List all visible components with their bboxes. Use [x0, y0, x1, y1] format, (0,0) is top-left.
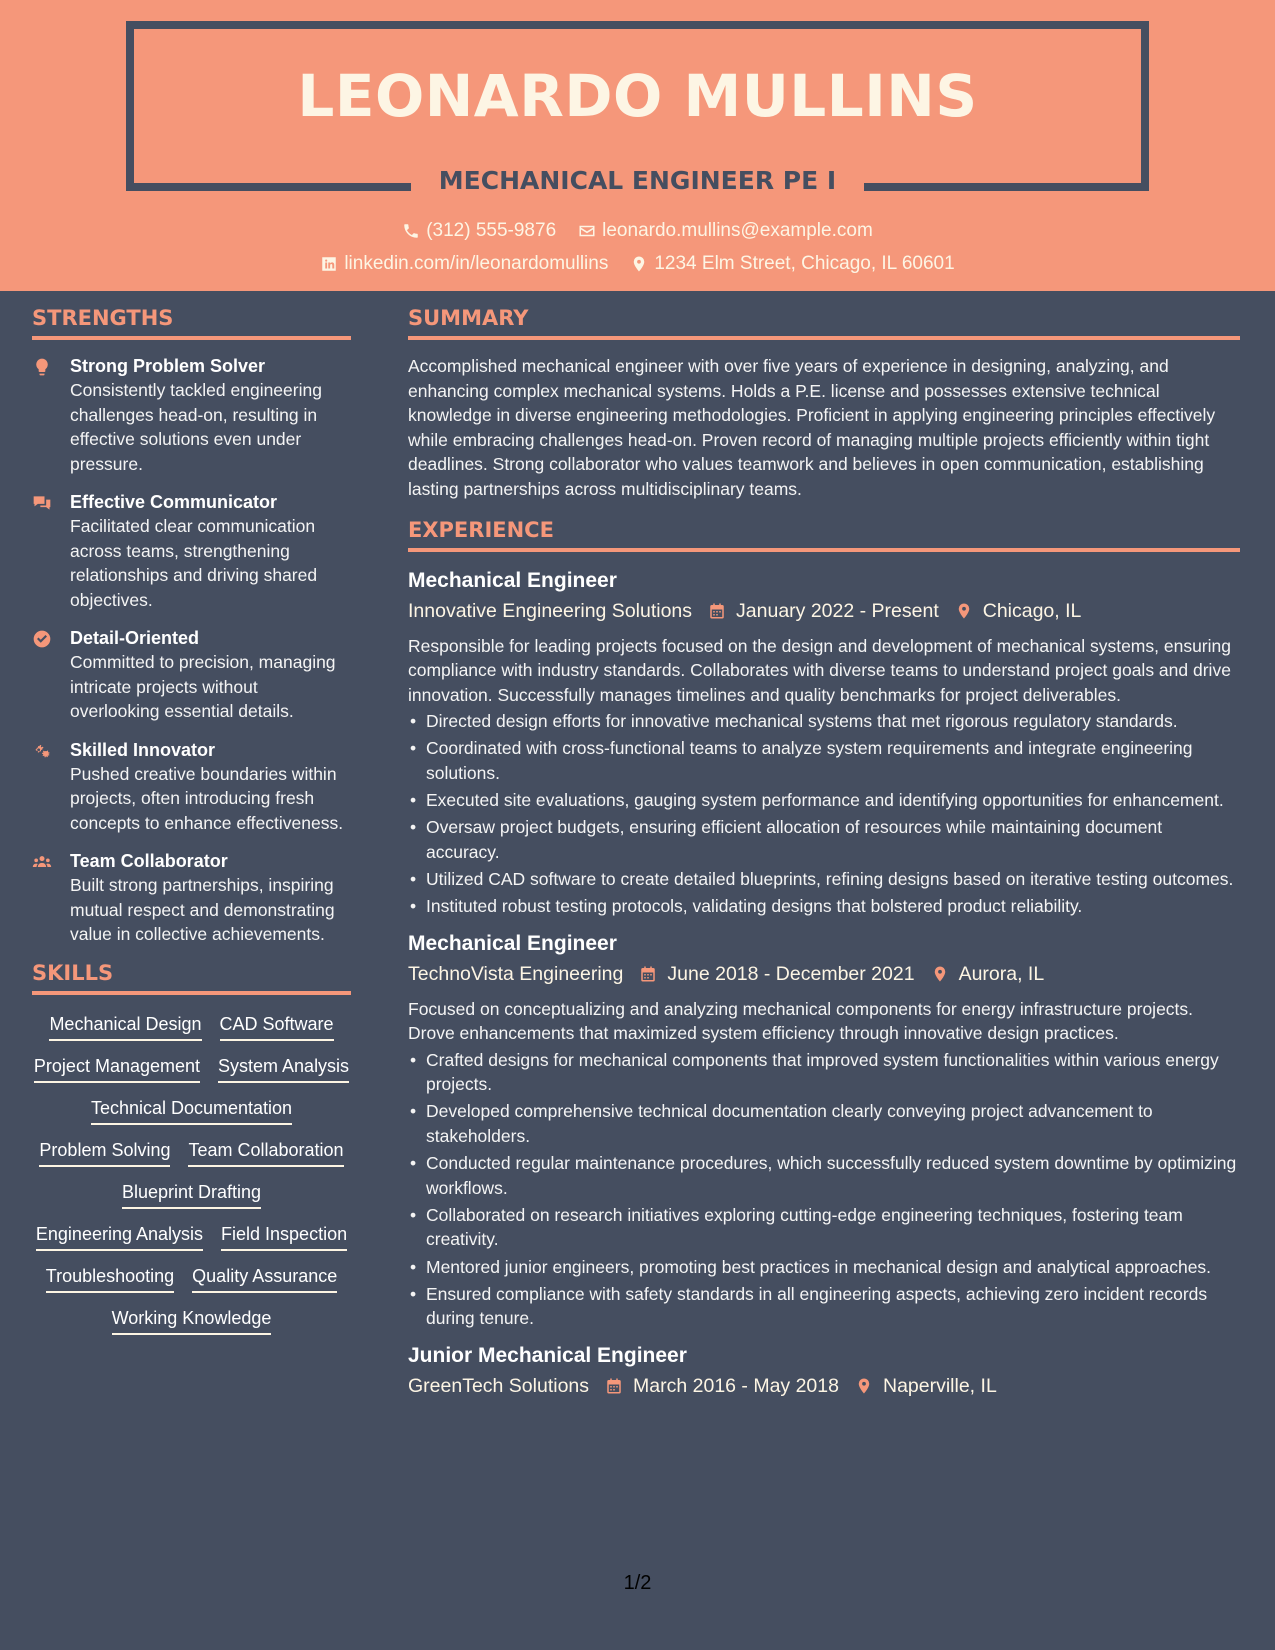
strength-title: Strong Problem Solver — [70, 356, 266, 376]
strength-item — [32, 849, 351, 947]
skill-tag: Quality Assurance — [192, 1265, 337, 1293]
calendar-icon — [639, 964, 657, 984]
job-description: Focused on conceptualizing and analyzing mechanical components for energy infrastructure projects. Drove enhancements that maximized system efficiency through innovative design practices. — [408, 998, 1194, 1044]
gears-icon — [32, 741, 52, 761]
skill-tag: System Analysis — [218, 1055, 349, 1083]
strength-desc: Facilitated clear communication across teams, strengthening relationships and driving shared objectives. — [70, 516, 318, 610]
skills-list — [32, 1009, 351, 1335]
skill-tag: Project Management — [34, 1055, 200, 1083]
job-bullet: • Crafted designs for mechanical components that improved system functionalities within various energy projects. — [408, 1048, 1240, 1097]
contact-linkedin[interactable] — [320, 253, 608, 275]
summary-heading: SUMMARY — [408, 306, 1240, 340]
job-bullet: • Directed design efforts for innovative mechanical systems that met rigorous regulatory standards. — [408, 709, 1240, 734]
job-bullet: • Developed comprehensive technical documentation clearly conveying project advancement to stakeholders. — [408, 1099, 1240, 1148]
skill-tag: Working Knowledge — [112, 1307, 272, 1335]
job-bullets — [408, 1048, 1240, 1331]
right-column — [408, 306, 1240, 1411]
job-company: Innovative Engineering Solutions — [408, 599, 693, 622]
contact-row-2 — [0, 253, 1275, 275]
linkedin-icon — [320, 255, 338, 273]
phone-icon — [402, 222, 420, 240]
location-pin-icon — [630, 255, 648, 273]
strength-desc: Consistently tackled engineering challenges head-on, resulting in effective solutions even under pressure. — [70, 380, 322, 474]
strength-item — [32, 626, 351, 724]
job-dates: January 2022 - Present — [736, 599, 939, 622]
skill-tag: CAD Software — [220, 1013, 334, 1041]
job-entry — [408, 566, 1240, 919]
location-pin-icon — [955, 601, 973, 621]
strength-title: Team Collaborator — [70, 851, 228, 871]
address-text: 1234 Elm Street, Chicago, IL 60601 — [654, 253, 955, 274]
location-pin-icon — [855, 1376, 873, 1396]
job-bullet: • Oversaw project budgets, ensuring efficient allocation of resources while maintaining document accuracy. — [408, 815, 1240, 864]
strength-title: Skilled Innovator — [70, 739, 216, 760]
location-pin-icon — [931, 964, 949, 984]
skill-tag: Mechanical Design — [49, 1013, 201, 1041]
contact-email[interactable] — [578, 220, 873, 242]
phone-text: (312) 555-9876 — [426, 220, 557, 241]
job-meta — [408, 1371, 1240, 1401]
skill-tag: Problem Solving — [39, 1139, 170, 1167]
resume-header — [0, 0, 1275, 291]
lightbulb-icon — [32, 357, 52, 377]
skill-tag: Engineering Analysis — [36, 1223, 203, 1251]
job-location: Aurora, IL — [958, 962, 1045, 985]
skill-tag: Technical Documentation — [91, 1097, 292, 1125]
page-number: 1/2 — [623, 1572, 652, 1594]
job-position: Junior Mechanical Engineer — [408, 1343, 687, 1367]
job-bullet: • Instituted robust testing protocols, validating designs that bolstered product reliability. — [408, 894, 1240, 919]
strength-item — [32, 354, 351, 476]
contact-row-1 — [0, 220, 1275, 242]
strength-item — [32, 490, 351, 612]
chat-icon — [32, 493, 52, 513]
job-bullet: • Coordinated with cross-functional teams to analyze system requirements and integrate engineering solutions. — [408, 736, 1240, 785]
job-meta — [408, 959, 1240, 989]
job-company: GreenTech Solutions — [408, 1374, 590, 1397]
job-entry — [408, 1341, 1240, 1401]
skills-heading: SKILLS — [32, 961, 351, 995]
strength-title: Detail-Oriented — [70, 628, 200, 648]
job-description: Responsible for leading projects focused on the design and development of mechanical systems, ensuring compliance with industry standards. Collaborates with diverse teams to understand project goals and drive innovation. Successfully manages timelines and quality benchmarks for project deliverables. — [408, 635, 1231, 705]
job-title: MECHANICAL ENGINEER PE I — [438, 166, 837, 195]
skill-tag: Team Collaboration — [188, 1139, 343, 1167]
strength-title: Effective Communicator — [70, 492, 278, 512]
envelope-icon — [578, 222, 596, 240]
job-location: Naperville, IL — [882, 1374, 997, 1397]
job-dates: June 2018 - December 2021 — [667, 962, 915, 985]
strength-desc: Built strong partnerships, inspiring mutual respect and demonstrating value in collective achievements. — [70, 875, 335, 944]
linkedin-text: linkedin.com/in/leonardomullins — [344, 253, 609, 274]
job-company: TechnoVista Engineering — [408, 962, 624, 985]
job-bullet: • Utilized CAD software to create detailed blueprints, refining designs based on iterative testing outcomes. — [408, 867, 1240, 892]
email-text: leonardo.mullins@example.com — [602, 220, 873, 241]
calendar-icon — [605, 1376, 623, 1396]
skill-tag: Field Inspection — [221, 1223, 347, 1251]
calendar-icon — [708, 601, 726, 621]
job-bullets — [408, 709, 1240, 918]
job-entry — [408, 929, 1240, 1331]
job-bullet: • Ensured compliance with safety standards in all engineering aspects, achieving zero incident records during tenure. — [408, 1282, 1240, 1331]
job-bullet: • Executed site evaluations, gauging system performance and identifying opportunities for enhancement. — [408, 788, 1240, 813]
job-position: Mechanical Engineer — [408, 931, 617, 955]
job-bullet: • Conducted regular maintenance procedures, which successfully reduced system downtime by optimizing workflows. — [408, 1151, 1240, 1200]
check-circle-icon — [32, 629, 52, 649]
skill-tag: Blueprint Drafting — [122, 1181, 261, 1209]
experience-heading: EXPERIENCE — [408, 518, 1240, 552]
strength-desc: Pushed creative boundaries within projects, often introducing fresh concepts to enhance effectiveness. — [70, 763, 344, 833]
job-dates: March 2016 - May 2018 — [633, 1374, 839, 1397]
left-column — [32, 306, 351, 1335]
candidate-name: LEONARDO MULLINS — [297, 62, 978, 130]
summary-text: Accomplished mechanical engineer with over five years of experience in designing, analyzing, and enhancing complex mechanical systems. Holds a P.E. license and possesses extensive technical knowledge in diverse engineering methodologies. Proficient in applying engineering principles effectively while embracing challenges head-on. Proven record of managing multiple projects efficiently within tight deadlines. Strong collaborator who values teamwork and believes in open communication, establishing lasting partnerships across multidisciplinary teams. — [408, 356, 1216, 499]
job-bullet: • Collaborated on research initiatives exploring cutting-edge engineering techniques, fostering team creativity. — [408, 1203, 1240, 1252]
contact-phone[interactable] — [402, 220, 556, 242]
strengths-heading: STRENGTHS — [32, 306, 351, 340]
team-icon — [32, 852, 52, 872]
job-bullet: • Mentored junior engineers, promoting best practices in mechanical design and analytical approaches. — [408, 1255, 1240, 1280]
job-location: Chicago, IL — [982, 599, 1082, 622]
strength-desc: Committed to precision, managing intricate projects without overlooking essential details. — [70, 652, 336, 721]
contact-address — [630, 253, 954, 275]
job-position: Mechanical Engineer — [408, 568, 617, 592]
skill-tag: Troubleshooting — [46, 1265, 174, 1293]
job-meta — [408, 596, 1240, 626]
strength-item — [32, 738, 351, 836]
